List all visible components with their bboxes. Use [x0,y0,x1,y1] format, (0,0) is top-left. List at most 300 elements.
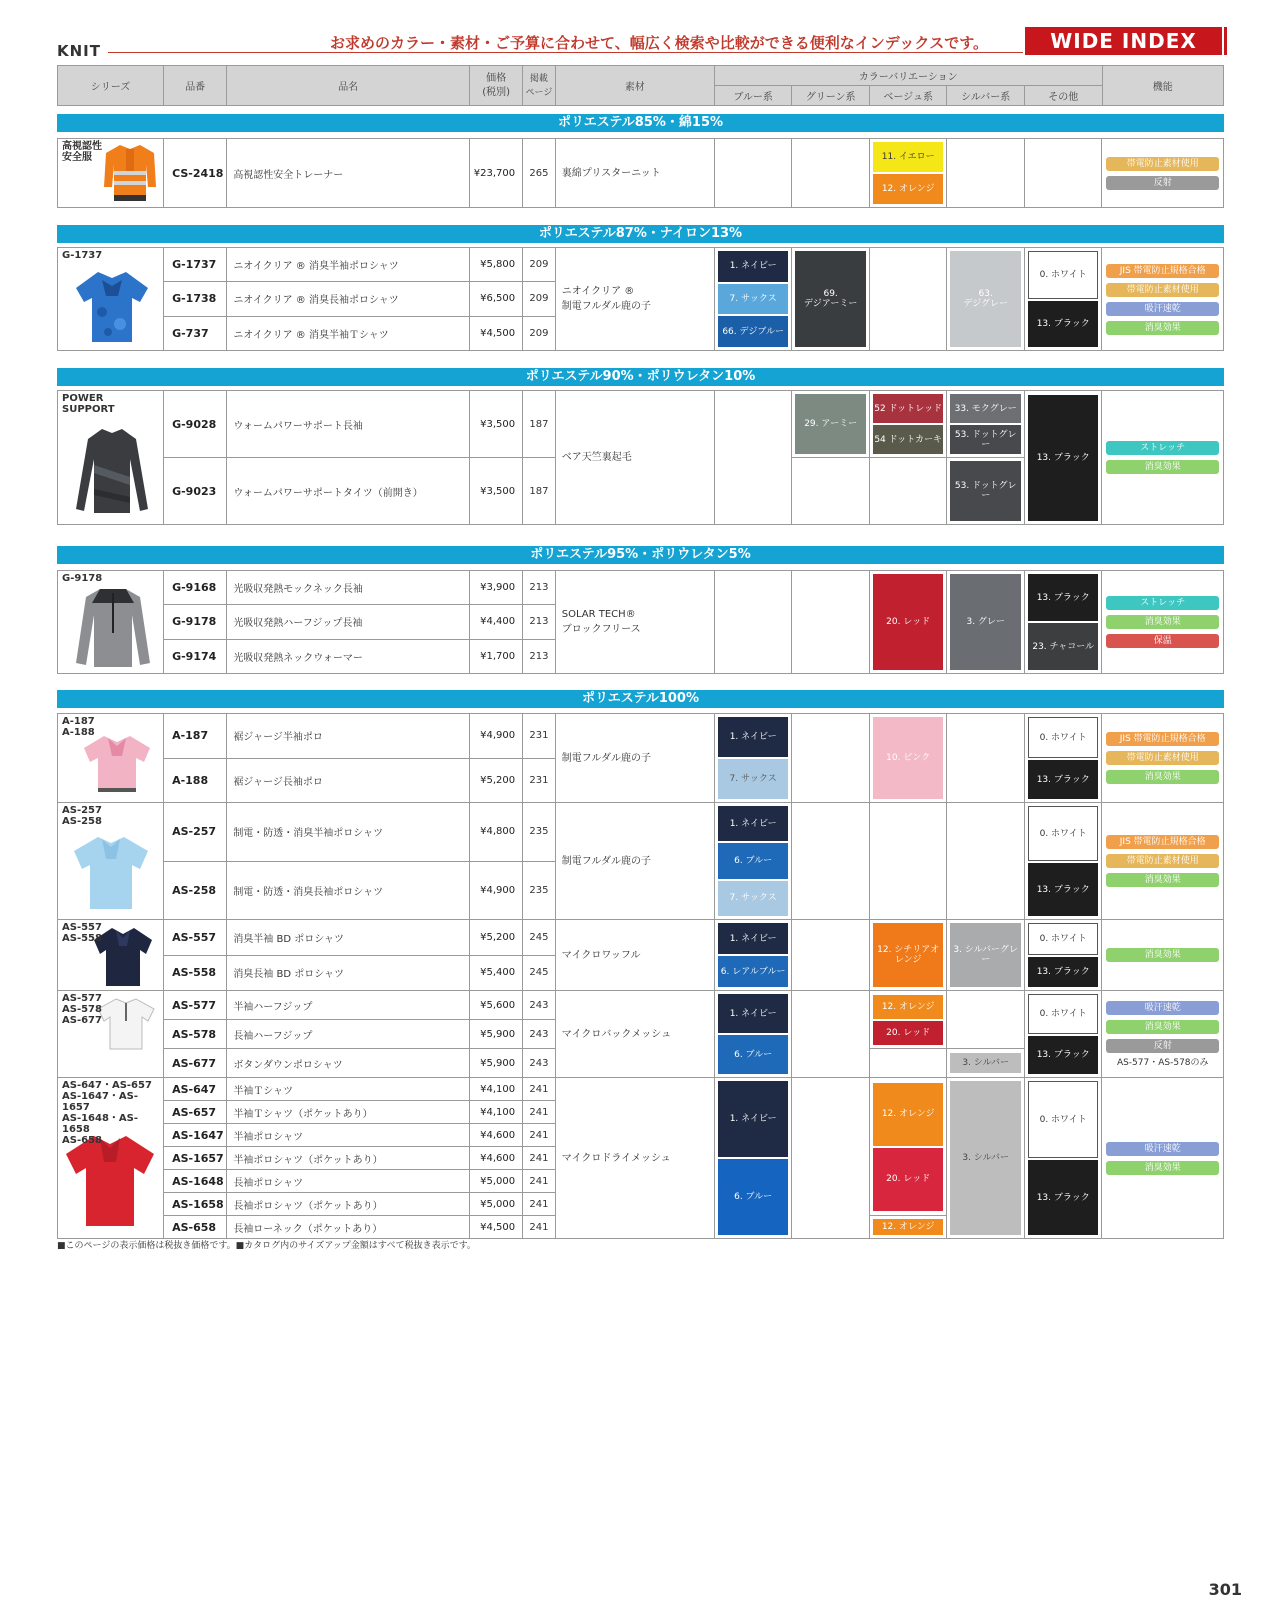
material: 裏綿プリスターニット [555,139,714,208]
other-colors [1024,714,1102,803]
color-swatch: 6. ブルー [718,1159,789,1235]
col-material: 素材 [555,66,714,106]
price: ¥4,100 [470,1101,523,1124]
product-name: 長袖ポロシャツ [227,1170,470,1193]
material: 制電フルダル鹿の子 [555,714,714,803]
function-badge: ストレッチ [1106,596,1219,610]
color-swatch: 13. ブラック [1028,301,1099,347]
material-band: ポリエステル90%・ポリウレタン10% [57,368,1224,386]
beige-colors [869,991,947,1049]
col-code: 品番 [164,66,227,106]
color-swatch: 52 ドットレッド [873,394,944,423]
table-row [58,571,1224,605]
polo-image [80,732,154,796]
product-code: CS-2418 [164,139,227,208]
color-swatch: 53. ドットグレー [950,425,1021,454]
product-code: AS-1647 [164,1124,227,1147]
silver-colors [947,571,1025,674]
blue-colors [714,248,792,351]
silver-colors [947,458,1025,525]
other-colors [1024,139,1102,208]
price: ¥4,900 [470,714,523,759]
product-code: AS-1648 [164,1170,227,1193]
product-name: ウォームパワーサポートタイツ（前開き） [227,458,470,525]
function-badge: JIS 帯電防止規格合格 [1106,732,1219,746]
product-code: AS-578 [164,1020,227,1049]
page-ref: 241 [523,1101,556,1124]
page-ref: 241 [523,1078,556,1101]
product-code: G-9168 [164,571,227,605]
price: ¥4,900 [470,861,523,920]
price: ¥5,600 [470,991,523,1020]
price: ¥3,500 [470,391,523,458]
product-code: AS-257 [164,803,227,862]
blue-colors [714,571,792,674]
function-badge: JIS 帯電防止規格合格 [1106,264,1219,278]
col-series: シリーズ [58,66,164,106]
beige-colors [869,139,947,208]
page-ref: 265 [523,139,556,208]
color-swatch: 69. デジアーミー [795,251,866,347]
silver-colors [947,803,1025,920]
blue-colors [714,1078,792,1239]
table-row [58,1078,1224,1101]
product-name: 長袖ポロシャツ（ポケットあり） [227,1193,470,1216]
color-swatch: 11. イエロー [873,142,944,172]
beige-colors [869,458,947,525]
color-swatch: 13. ブラック [1028,1160,1099,1235]
product-code: AS-1658 [164,1193,227,1216]
beige-colors [869,920,947,991]
col-func: 機能 [1102,66,1223,106]
color-swatch: 0. ホワイト [1028,1081,1099,1158]
product-name: 半袖ポロシャツ [227,1124,470,1147]
product-code: G-9174 [164,639,227,673]
product-name: 制電・防透・消臭半袖ポロシャツ [227,803,470,862]
product-name: 光吸収発熱モックネック長袖 [227,571,470,605]
color-swatch: 12. オレンジ [873,995,944,1019]
beige-colors [869,1216,947,1239]
color-swatch: 29. アーミー [795,394,866,454]
price: ¥5,200 [470,920,523,956]
page-ref: 235 [523,803,556,862]
product-code: G-1737 [164,248,227,282]
blue-colors [714,714,792,803]
price: ¥5,200 [470,758,523,803]
function-badge: 消臭効果 [1106,770,1219,784]
series-label: G-9178 [62,573,103,584]
beige-colors [869,1049,947,1078]
price: ¥5,000 [470,1193,523,1216]
product-name: ニオイクリア ® 消臭半袖Ｔシャツ [227,316,470,350]
section-table [57,713,1224,1239]
table-row [58,920,1224,956]
color-swatch: 20. レッド [873,574,944,670]
green-colors [792,571,870,674]
function-cell [1102,248,1224,351]
color-swatch: 54 ドットカーキ [873,425,944,454]
beige-colors [869,803,947,920]
silver-colors [947,139,1025,208]
other-colors [1024,920,1102,991]
other-colors [1024,248,1102,351]
function-badge: 帯電防止素材使用 [1106,751,1219,765]
color-swatch: 6. ブルー [718,843,789,878]
price: ¥4,400 [470,605,523,639]
color-swatch: 20. レッド [873,1148,944,1211]
material: ベア天竺裏起毛 [555,391,714,525]
silver-colors [947,1049,1025,1078]
polo-image [72,266,152,346]
product-name: 制電・防透・消臭長袖ポロシャツ [227,861,470,920]
price: ¥1,700 [470,639,523,673]
function-badge: 反射 [1106,176,1219,190]
series-cell [58,1078,164,1239]
page-ref: 231 [523,714,556,759]
function-badge: 消臭効果 [1106,948,1219,962]
color-swatch: 1. ネイビー [718,994,789,1033]
price: ¥5,800 [470,248,523,282]
color-swatch: 0. ホワイト [1028,923,1099,955]
material: マイクロワッフル [555,920,714,991]
product-code: G-9178 [164,605,227,639]
product-name: 半袖Ｔシャツ [227,1078,470,1101]
material-band: ポリエステル100% [57,690,1224,708]
product-name: 裾ジャージ長袖ポロ [227,758,470,803]
silver-colors [947,991,1025,1049]
product-code: G-1738 [164,282,227,316]
series-cell [58,571,164,674]
page-ref: 235 [523,861,556,920]
silver-colors [947,391,1025,458]
other-colors [1024,991,1102,1078]
col-blue: ブルー系 [714,86,792,106]
product-name: 光吸収発熱ネックウォーマー [227,639,470,673]
function-cell [1102,714,1224,803]
product-code: A-187 [164,714,227,759]
function-cell [1102,920,1224,991]
product-code: AS-647 [164,1078,227,1101]
function-badge: 帯電防止素材使用 [1106,157,1219,171]
table-row [58,803,1224,862]
other-colors [1024,391,1102,525]
series-cell [58,920,164,991]
color-swatch: 53. ドットグレー [950,461,1021,521]
footer-note: ■このページの表示価格は税抜き価格です。■カタログ内のサイズアップ金額はすべて税抜き表示です。 [57,1241,476,1251]
page-ref: 241 [523,1170,556,1193]
page-ref: 209 [523,282,556,316]
function-badge: 吸汗速乾 [1106,302,1219,316]
product-name: 長袖ハーフジップ [227,1020,470,1049]
product-name: ニオイクリア ® 消臭半袖ポロシャツ [227,248,470,282]
page-number: 301 [1208,1580,1242,1599]
beige-colors [869,391,947,458]
material: 制電フルダル鹿の子 [555,803,714,920]
series-cell [58,391,164,525]
section-label: KNIT [57,42,101,60]
price: ¥3,900 [470,571,523,605]
function-badge: JIS 帯電防止規格合格 [1106,835,1219,849]
material-band: ポリエステル85%・綿15% [57,114,1224,132]
col-other: その他 [1024,86,1102,106]
color-swatch: 1. ネイビー [718,1081,789,1157]
color-swatch: 3. シルバー [950,1053,1021,1073]
color-swatch: 13. ブラック [1028,574,1099,621]
page-ref: 209 [523,248,556,282]
product-name: ボタンダウンポロシャツ [227,1049,470,1078]
function-badge: 吸汗速乾 [1106,1142,1219,1156]
col-beige: ベージュ系 [869,86,947,106]
product-name: 消臭半袖 BD ポロシャツ [227,920,470,956]
blue-colors [714,991,792,1078]
color-swatch: 7. サックス [718,284,789,315]
color-swatch: 7. サックス [718,759,789,799]
series-label: AS-557 AS-558 [62,922,102,944]
price: ¥23,700 [470,139,523,208]
series-cell [58,248,164,351]
price: ¥4,100 [470,1078,523,1101]
function-badge: 消臭効果 [1106,1020,1219,1034]
page-ref: 245 [523,955,556,991]
color-swatch: 3. シルバー [950,1081,1021,1235]
color-swatch: 6. ブルー [718,1035,789,1074]
series-cell [58,139,164,208]
product-name: 長袖ローネック（ポケットあり） [227,1216,470,1239]
price: ¥6,500 [470,282,523,316]
function-badge: 消臭効果 [1106,1161,1219,1175]
page-ref: 243 [523,1049,556,1078]
table-row [58,248,1224,282]
page-ref: 213 [523,639,556,673]
color-swatch: 12. オレンジ [873,1083,944,1146]
green-colors [792,391,870,458]
function-cell [1102,139,1224,208]
function-cell [1102,571,1224,674]
series-label: 高視認性 安全服 [62,141,102,163]
color-swatch: 0. ホワイト [1028,717,1099,758]
beige-colors [869,714,947,803]
page-ref: 243 [523,991,556,1020]
color-swatch: 12. オレンジ [873,174,944,204]
color-swatch: 13. ブラック [1028,1036,1099,1074]
page-ref: 241 [523,1124,556,1147]
fleece-image [72,585,154,671]
blue-colors [714,803,792,920]
silver-colors [947,1078,1025,1239]
price: ¥3,500 [470,458,523,525]
series-label: AS-647・AS-657 AS-1647・AS-1657 AS-1648・AS-1658 AS-658 [62,1080,152,1146]
function-badge: 消臭効果 [1106,321,1219,335]
price: ¥5,000 [470,1170,523,1193]
col-colorvar: カラーバリエーション [714,66,1102,86]
column-header [57,65,1224,106]
page-ref: 213 [523,571,556,605]
function-note: AS-577・AS-578のみ [1116,1057,1209,1068]
function-badge: 吸汗速乾 [1106,1001,1219,1015]
color-swatch: 20. レッド [873,1021,944,1045]
product-code: AS-657 [164,1101,227,1124]
product-name: 消臭長袖 BD ポロシャツ [227,955,470,991]
other-colors [1024,571,1102,674]
page-ref: 241 [523,1147,556,1170]
material-band: ポリエステル95%・ポリウレタン5% [57,546,1224,564]
product-code: A-188 [164,758,227,803]
price: ¥4,800 [470,803,523,862]
color-swatch: 63. デジグレー [950,251,1021,347]
function-badge: ストレッチ [1106,441,1219,455]
product-code: AS-577 [164,991,227,1020]
green-colors [792,803,870,920]
price: ¥5,900 [470,1020,523,1049]
color-swatch: 66. デジブルー [718,316,789,347]
beige-colors [869,248,947,351]
product-code: AS-677 [164,1049,227,1078]
color-swatch: 12. シチリアオレンジ [873,923,944,987]
product-code: AS-258 [164,861,227,920]
price: ¥5,900 [470,1049,523,1078]
color-swatch: 12. オレンジ [873,1219,944,1235]
page-ref: 187 [523,458,556,525]
series-label: G-1737 [62,250,103,261]
product-name: 半袖Ｔシャツ（ポケットあり） [227,1101,470,1124]
product-name: 半袖ハーフジップ [227,991,470,1020]
compression-shirt-image [72,425,152,519]
green-colors [792,1078,870,1239]
color-swatch: 7. サックス [718,881,789,916]
page-ref: 213 [523,605,556,639]
price: ¥4,600 [470,1147,523,1170]
function-cell [1102,991,1224,1078]
color-swatch: 1. ネイビー [718,923,789,954]
function-badge: 消臭効果 [1106,615,1219,629]
product-code: AS-658 [164,1216,227,1239]
silver-colors [947,248,1025,351]
function-cell [1102,1078,1224,1239]
silver-colors [947,714,1025,803]
silver-colors [947,920,1025,991]
price: ¥5,400 [470,955,523,991]
polo-image [70,833,152,913]
series-cell [58,714,164,803]
col-green: グリーン系 [792,86,870,106]
color-swatch: 33. モクグレー [950,394,1021,423]
product-code: AS-558 [164,955,227,991]
color-swatch: 3. グレー [950,574,1021,670]
green-colors [792,920,870,991]
color-swatch: 3. シルバーグレー [950,923,1021,987]
material: SOLAR TECH® ブロックフリース [555,571,714,674]
page-ref: 187 [523,391,556,458]
blue-colors [714,920,792,991]
beige-colors [869,1078,947,1216]
product-name: 裾ジャージ半袖ポロ [227,714,470,759]
section-table [57,390,1224,525]
green-colors [792,714,870,803]
material: ニオイクリア ® 制電フルダル鹿の子 [555,248,714,351]
product-name: 高視認性安全トレーナー [227,139,470,208]
product-code: G-737 [164,316,227,350]
function-badge: 帯電防止素材使用 [1106,283,1219,297]
beige-colors [869,571,947,674]
table-row [58,991,1224,1020]
color-swatch: 0. ホワイト [1028,806,1099,861]
blue-colors [714,391,792,525]
page-ref: 209 [523,316,556,350]
color-swatch: 6. レアルブルー [718,956,789,987]
color-swatch: 23. チャコール [1028,623,1099,670]
green-colors [792,248,870,351]
page-ref: 245 [523,920,556,956]
product-code: G-9023 [164,458,227,525]
color-swatch: 0. ホワイト [1028,994,1099,1034]
col-name: 品名 [227,66,470,106]
series-label: POWER SUPPORT [62,393,115,415]
series-cell [58,803,164,920]
page-ref: 243 [523,1020,556,1049]
color-swatch: 1. ネイビー [718,806,789,841]
section-table [57,570,1224,674]
series-cell [58,991,164,1078]
header-tagline: お求めのカラー・素材・ご予算に合わせて、幅広く検索や比較ができる便利なインデックスです。 [330,34,989,52]
other-colors [1024,803,1102,920]
page-ref: 241 [523,1193,556,1216]
section-table [57,138,1224,208]
color-swatch: 0. ホワイト [1028,251,1099,299]
price: ¥4,600 [470,1124,523,1147]
color-swatch: 13. ブラック [1028,395,1099,521]
material: マイクロドライメッシュ [555,1078,714,1239]
col-price: 価格 (税別) [470,66,523,106]
function-badge: 消臭効果 [1106,873,1219,887]
function-badge: 保温 [1106,634,1219,648]
other-colors [1024,1078,1102,1239]
green-colors [792,991,870,1078]
color-swatch: 13. ブラック [1028,863,1099,916]
section-table [57,247,1224,351]
table-row [58,391,1224,458]
product-name: 半袖ポロシャツ（ポケットあり） [227,1147,470,1170]
col-page: 掲載 ページ [523,66,556,106]
product-code: G-9028 [164,391,227,458]
product-code: AS-1657 [164,1147,227,1170]
blue-colors [714,139,792,208]
series-label: AS-257 AS-258 [62,805,102,827]
col-silver: シルバー系 [947,86,1025,106]
color-swatch: 10. ピンク [873,717,944,799]
material: マイクロバックメッシュ [555,991,714,1078]
function-badge: 反射 [1106,1039,1219,1053]
function-badge: 帯電防止素材使用 [1106,854,1219,868]
function-badge: 消臭効果 [1106,460,1219,474]
green-colors [792,139,870,208]
table-row [58,139,1224,208]
function-cell [1102,803,1224,920]
color-swatch: 13. ブラック [1028,760,1099,799]
price: ¥4,500 [470,316,523,350]
product-name: ニオイクリア ® 消臭長袖ポロシャツ [227,282,470,316]
price: ¥4,500 [470,1216,523,1239]
series-label: A-187 A-188 [62,716,95,738]
product-code: AS-557 [164,920,227,956]
series-label: AS-577 AS-578 AS-677 [62,993,102,1026]
wide-index-badge: WIDE INDEX [1025,27,1222,55]
color-swatch: 1. ネイビー [718,717,789,757]
page-ref: 231 [523,758,556,803]
product-name: 光吸収発熱ハーフジップ長袖 [227,605,470,639]
table-row [58,714,1224,759]
green-colors [792,458,870,525]
color-swatch: 1. ネイビー [718,251,789,282]
